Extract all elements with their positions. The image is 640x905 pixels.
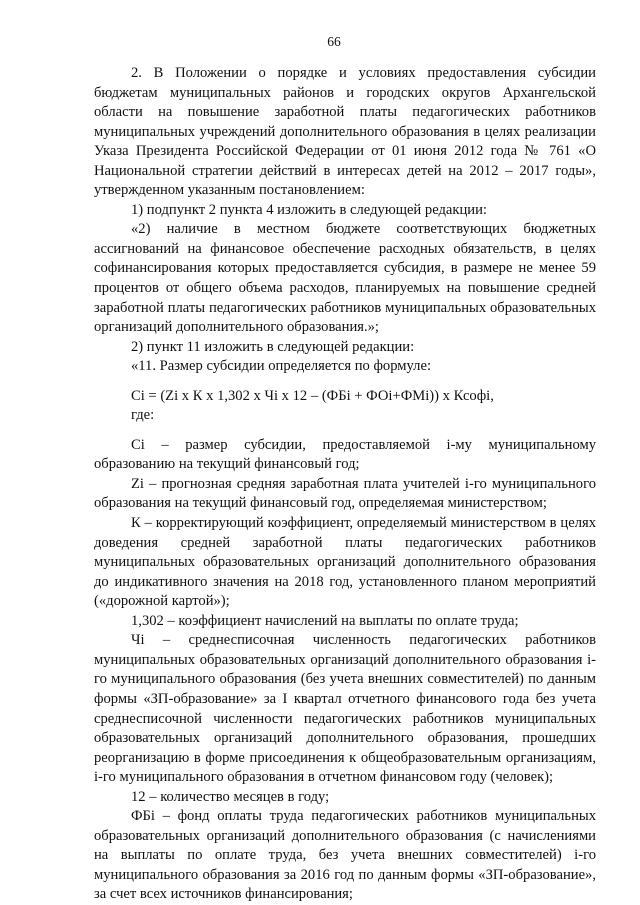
paragraph-subitem-2: 2) пункт 11 изложить в следующей редакции:: [131, 338, 415, 355]
definition-coefficient-1302: 1,302 – коэффициент начислений на выплаты по оплате труда;: [131, 612, 519, 629]
paragraph-item-2-intro: 2. В Положении о порядке и условиях предоставления субсидии бюджетам муниципальных районов и городских округов Архангельской области на повышение заработной платы педагогических работников муниципальных учреждений дополнительного образования в целях реализации Указа Президента Российской Федерации от 01 июня 2012 года № 761 «О Национальной стратегии действий в интересах детей на 2012 – 2017 годы», утвержденном указанным постановлением:: [94, 65, 596, 199]
definition-12-months: 12 – количество месяцев в году;: [131, 788, 330, 805]
paragraph-subitem-1: 1) подпункт 2 пункта 4 изложить в следующей редакции:: [131, 201, 487, 218]
paragraph-item-11: «11. Размер субсидии определяется по формуле:: [131, 358, 431, 375]
definition-k: К – корректирующий коэффициент, определяемый министерством в целях доведения средней заработной платы педагогических работников муниципальных образовательных организаций дополнительного образования до индикативного значения на 2018 год, установленного планом мероприятий («дорожной картой»);: [94, 515, 596, 610]
page-number: 66: [327, 34, 341, 49]
formula-where-label: где:: [131, 407, 155, 424]
paragraph-quoted-subitem-2: «2) наличие в местном бюджете соответствующих бюджетных ассигнований на финансовое обеспечение расходных обязательств, в целях софинансирования которых предоставляется субсидия, в размере не менее 59 процентов от общего объема расходов, планируемых на повышение средней заработной платы педагогических работников муниципальных образовательных организаций дополнительного образования.»;: [94, 221, 596, 336]
definition-zi: Zi – прогнозная средняя заработная плата учителей i-го муниципального образования на текущий финансовый год, определяемая министерством;: [94, 475, 596, 512]
subsidy-formula: Сi = (Zi х К х 1,302 х Чi х 12 – (ФБi + ФОi+ФМi)) х Ксофi,: [131, 387, 494, 404]
definition-ci: Сi – размер субсидии, предоставляемой i-му муниципальному образованию на текущий финансовый год;: [94, 436, 596, 473]
definition-fbi: ФБi – фонд оплаты труда педагогических работников муниципальных образовательных организаций дополнительного образования (с начислениями на выплаты по оплате труда, без учета внешних совместителей) i-го муниципального образования за 2016 год по данным формы «ЗП-образование», за счет всех источников финансирования;: [94, 808, 596, 903]
definition-chi: Чi – среднесписочная численность педагогических работников муниципальных образовательных организаций дополнительного образования i-го муниципального образования (без учета внешних совместителей) по данным формы «ЗП-образование» за I квартал отчетного финансового года без учета среднесписочной численности педагогических работников муниципальных образовательных организаций дополнительного образования, прошедших реорганизацию в форме присоединения к общеобразовательным организациям, i-го муниципального образования в отчетном финансовом году (человек);: [94, 632, 596, 786]
